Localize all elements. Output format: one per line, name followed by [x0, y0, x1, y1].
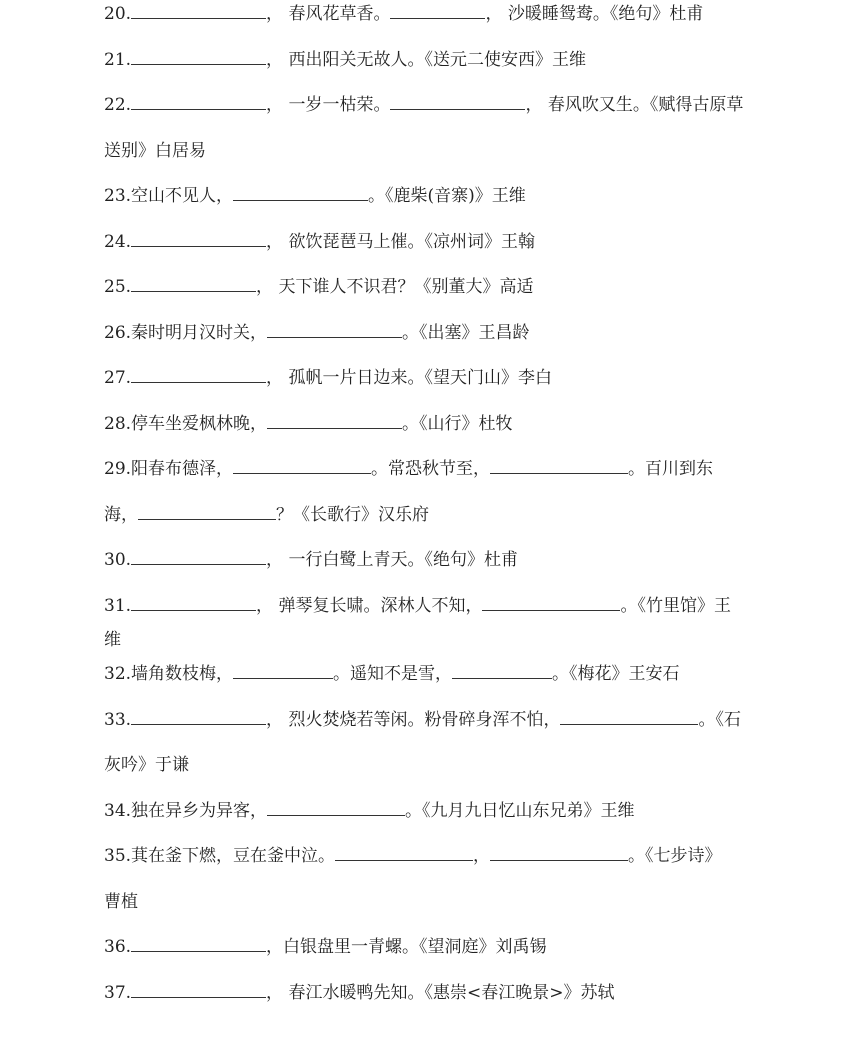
answer-blank[interactable]	[233, 182, 368, 201]
answer-blank[interactable]	[131, 706, 266, 725]
answer-blank[interactable]	[233, 455, 371, 474]
question-text: 。《出塞》王昌龄	[402, 323, 530, 343]
question-text: 。《鹿柴(音寨)》王维	[368, 186, 526, 206]
question-text: ， 春风花草香。	[266, 4, 391, 24]
answer-blank[interactable]	[452, 660, 552, 679]
question-text: 。遥知不是雪，	[333, 664, 453, 684]
question-text: 。《七步诗》	[628, 846, 722, 866]
question-text: 维	[104, 630, 121, 650]
question-text: ， 沙暖睡鸳鸯。《绝句》杜甫	[485, 4, 704, 24]
question-31-continued	[104, 626, 772, 654]
answer-blank[interactable]	[267, 319, 402, 338]
question-text: 23.空山不见人，	[104, 186, 234, 206]
answer-blank[interactable]	[267, 410, 402, 429]
answer-blank[interactable]	[131, 546, 266, 565]
question-text: ， 天下谁人不识君？《别董大》高适	[256, 277, 534, 297]
question-text: ， 弹琴复长啸。深林人不知，	[256, 596, 483, 616]
question-text: 。百川到东	[628, 459, 714, 479]
answer-blank[interactable]	[138, 501, 276, 520]
question-text: 。《山行》杜牧	[402, 414, 513, 434]
question-34	[104, 797, 772, 825]
question-number: 37.	[104, 983, 132, 1003]
question-text: ，白银盘里一青螺。《望洞庭》刘禹锡	[266, 937, 547, 957]
question-text: 26.秦时明月汉时关，	[104, 323, 268, 343]
question-21	[104, 46, 772, 74]
question-text: ， 一岁一枯荣。	[266, 95, 391, 115]
question-text: 。《梅花》王安石	[552, 664, 680, 684]
question-text: 灰吟》于谦	[104, 755, 189, 775]
question-number: 25.	[104, 277, 132, 297]
question-text: 曹植	[104, 892, 138, 912]
question-26	[104, 319, 772, 347]
answer-blank[interactable]	[560, 706, 698, 725]
question-22	[104, 91, 772, 119]
question-text: ， 西出阳关无故人。《送元二使安西》王维	[266, 50, 586, 70]
question-23	[104, 182, 772, 210]
answer-blank[interactable]	[131, 91, 266, 110]
question-number: 36.	[104, 937, 132, 957]
answer-blank[interactable]	[131, 273, 256, 292]
question-29-continued	[104, 501, 772, 529]
question-32	[104, 660, 772, 688]
question-text: ， 一行白鹭上青天。《绝句》杜甫	[266, 550, 518, 570]
question-text: 28.停车坐爱枫林晚，	[104, 414, 268, 434]
question-text: 。常恐秋节至，	[371, 459, 491, 479]
question-36	[104, 933, 772, 961]
question-22-continued	[104, 137, 772, 165]
question-31	[104, 592, 772, 620]
question-text: 。《石	[698, 710, 741, 730]
question-25	[104, 273, 772, 301]
question-number: 20.	[104, 4, 132, 24]
answer-blank[interactable]	[490, 842, 628, 861]
answer-blank[interactable]	[131, 364, 266, 383]
question-text: ，	[473, 846, 491, 866]
question-number: 22.	[104, 95, 132, 115]
answer-blank[interactable]	[390, 0, 485, 19]
question-text: ？《长歌行》汉乐府	[276, 505, 429, 525]
question-number: 31.	[104, 596, 132, 616]
question-35-continued	[104, 888, 772, 916]
question-number: 27.	[104, 368, 132, 388]
answer-blank[interactable]	[390, 91, 525, 110]
question-text: 34.独在异乡为异客，	[104, 801, 268, 821]
answer-blank[interactable]	[131, 592, 256, 611]
answer-blank[interactable]	[267, 797, 405, 816]
question-number: 33.	[104, 710, 132, 730]
question-text: ， 孤帆一片日边来。《望天门山》李白	[266, 368, 552, 388]
question-24	[104, 228, 772, 256]
question-33-continued	[104, 751, 772, 779]
answer-blank[interactable]	[482, 592, 620, 611]
answer-blank[interactable]	[131, 228, 266, 247]
question-number: 24.	[104, 232, 132, 252]
answer-blank[interactable]	[131, 933, 266, 952]
question-text: 35.萁在釜下燃，豆在釜中泣。	[104, 846, 336, 866]
question-text: ， 春风吹又生。《赋得古原草	[525, 95, 744, 115]
answer-blank[interactable]	[490, 455, 628, 474]
question-text: 送别》白居易	[104, 141, 206, 161]
question-28	[104, 410, 772, 438]
question-text: ， 春江水暖鸭先知。《惠崇<春江晚景>》苏轼	[266, 983, 615, 1003]
question-33	[104, 706, 772, 734]
question-29	[104, 455, 772, 483]
question-number: 21.	[104, 50, 132, 70]
answer-blank[interactable]	[335, 842, 473, 861]
question-text: ， 欲饮琵琶马上催。《凉州词》王翰	[266, 232, 535, 252]
question-35	[104, 842, 772, 870]
answer-blank[interactable]	[131, 0, 266, 19]
question-text: 29.阳春布德泽，	[104, 459, 234, 479]
question-20	[104, 0, 772, 28]
question-27	[104, 364, 772, 392]
question-number: 30.	[104, 550, 132, 570]
question-text: 。《九月九日忆山东兄弟》王维	[405, 801, 635, 821]
answer-blank[interactable]	[131, 979, 266, 998]
question-text: 。《竹里馆》王	[620, 596, 731, 616]
question-text: ， 烈火焚烧若等闲。粉骨碎身浑不怕，	[266, 710, 561, 730]
answer-blank[interactable]	[131, 46, 266, 65]
question-30	[104, 546, 772, 574]
question-text: 海，	[104, 505, 138, 525]
question-37	[104, 979, 772, 1007]
question-text: 32.墙角数枝梅，	[104, 664, 234, 684]
answer-blank[interactable]	[233, 660, 333, 679]
